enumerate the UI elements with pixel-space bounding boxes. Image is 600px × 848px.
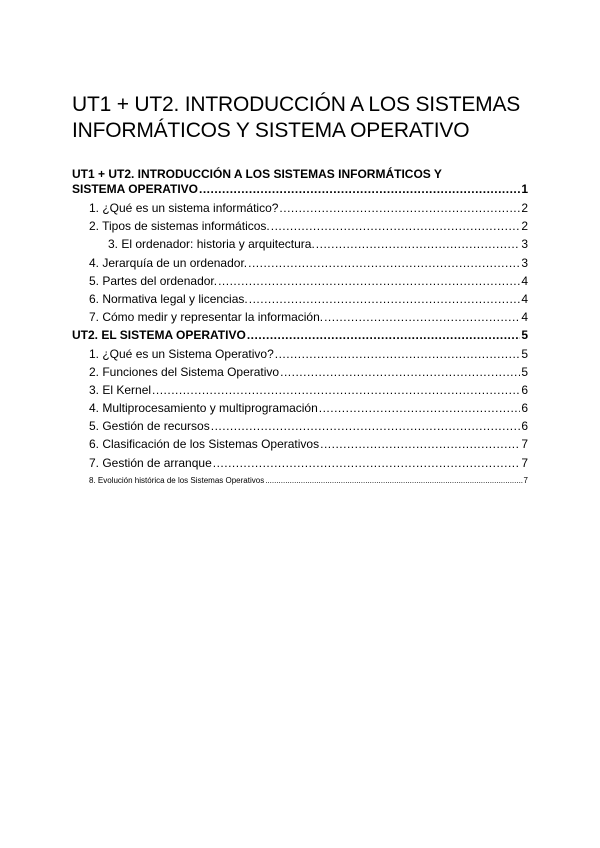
toc-entry[interactable] xyxy=(72,454,528,472)
toc-page-number: 6 xyxy=(521,419,528,434)
toc-dot-leader xyxy=(319,399,521,417)
toc-page-number: 5 xyxy=(521,328,528,343)
toc-dot-leader xyxy=(316,235,521,253)
toc-entry-label: 1. ¿Qué es un sistema informático? xyxy=(89,201,279,215)
toc-entry-label: 5. Partes del ordenador. xyxy=(89,273,218,288)
toc-page-number: 3 xyxy=(521,255,528,270)
toc-entry-label: 3. El Kernel xyxy=(89,382,152,397)
toc-entry-ut1-ut2-heading[interactable] xyxy=(72,167,528,199)
toc-entry[interactable] xyxy=(72,435,528,453)
toc-entry[interactable] xyxy=(72,217,528,235)
toc-entry[interactable] xyxy=(72,345,528,363)
toc-dot-leader xyxy=(279,199,520,217)
toc-dot-leader xyxy=(218,272,520,290)
toc-entry-label: 2. Funciones del Sistema Operativo xyxy=(89,364,280,379)
toc-entry-label: 5. Gestión de recursos xyxy=(89,419,210,434)
toc-dot-leader xyxy=(324,308,520,326)
toc-dot-leader xyxy=(211,417,521,435)
toc-page-number: 1 xyxy=(521,182,528,196)
toc-entry[interactable] xyxy=(72,272,528,290)
toc-entry[interactable] xyxy=(72,417,528,435)
toc-dot-leader xyxy=(213,454,521,472)
toc-page-number: 7 xyxy=(521,455,528,470)
toc-entry-label: 7. Cómo medir y representar la información. xyxy=(89,310,324,325)
toc-entry[interactable] xyxy=(72,472,528,490)
toc-dot-leader xyxy=(265,472,522,490)
toc-entry-label: 7. Gestión de arranque xyxy=(89,455,212,470)
toc-page-number: 5 xyxy=(521,364,528,379)
toc-entry[interactable] xyxy=(72,290,528,308)
toc-page-number: 4 xyxy=(521,291,528,306)
toc-entry-label: 4. Jerarquía de un ordenador. xyxy=(89,255,248,270)
toc-entry[interactable] xyxy=(72,308,528,326)
toc-dot-leader xyxy=(247,326,521,344)
toc-dot-leader xyxy=(152,381,520,399)
toc-dot-leader xyxy=(280,363,520,381)
toc-dot-leader xyxy=(248,254,520,272)
toc-dot-leader xyxy=(271,217,521,235)
toc-page-number: 7 xyxy=(523,475,528,485)
toc-page-number: 5 xyxy=(521,346,528,361)
toc-entry-label: UT2. EL SISTEMA OPERATIVO xyxy=(72,328,246,343)
toc-entry-label: 6. Clasificación de los Sistemas Operativos xyxy=(89,437,320,452)
toc-heading-line1: UT1 + UT2. INTRODUCCIÓN A LOS SISTEMAS INFORMÁTICOS Y xyxy=(72,167,442,181)
toc-page-number: 7 xyxy=(521,437,528,452)
toc-entry-label: 4. Multiprocesamiento y multiprogramación xyxy=(89,401,318,416)
toc-dot-leader xyxy=(249,290,521,308)
toc-heading-line2: SISTEMA OPERATIVO xyxy=(72,182,199,196)
toc-page-number: 4 xyxy=(521,273,528,288)
toc-entry-label: 3. El ordenador: historia y arquitectura. xyxy=(108,237,315,252)
toc-entry[interactable] xyxy=(72,254,528,272)
toc-page-number: 4 xyxy=(521,310,528,325)
toc-page-number: 3 xyxy=(521,237,528,252)
toc-entry[interactable] xyxy=(72,235,528,253)
toc-dot-leader xyxy=(320,435,520,453)
toc-entry[interactable] xyxy=(72,381,528,399)
toc-entry-label: 2. Tipos de sistemas informáticos. xyxy=(89,219,270,234)
toc-page-number: 6 xyxy=(521,401,528,416)
table-of-contents xyxy=(72,167,528,490)
toc-entry[interactable] xyxy=(72,399,528,417)
toc-entry[interactable] xyxy=(72,199,528,217)
toc-page-number: 2 xyxy=(521,201,528,215)
toc-page-number: 2 xyxy=(521,219,528,234)
document-title: UT1 + UT2. INTRODUCCIÓN A LOS SISTEMAS INFORMÁTICOS Y SISTEMA OPERATIVO xyxy=(72,93,521,142)
toc-page-number: 6 xyxy=(521,382,528,397)
toc-entry-label: 8. Evolución histórica de los Sistemas Operativos xyxy=(89,475,265,485)
toc-entry[interactable] xyxy=(72,363,528,381)
toc-dot-leader xyxy=(199,182,520,197)
toc-dot-leader xyxy=(275,345,521,363)
toc-entry-ut2-heading[interactable] xyxy=(72,326,528,344)
toc-entry-label: 1. ¿Qué es un Sistema Operativo? xyxy=(89,346,274,361)
toc-entry-label: 6. Normativa legal y licencias. xyxy=(89,291,248,306)
